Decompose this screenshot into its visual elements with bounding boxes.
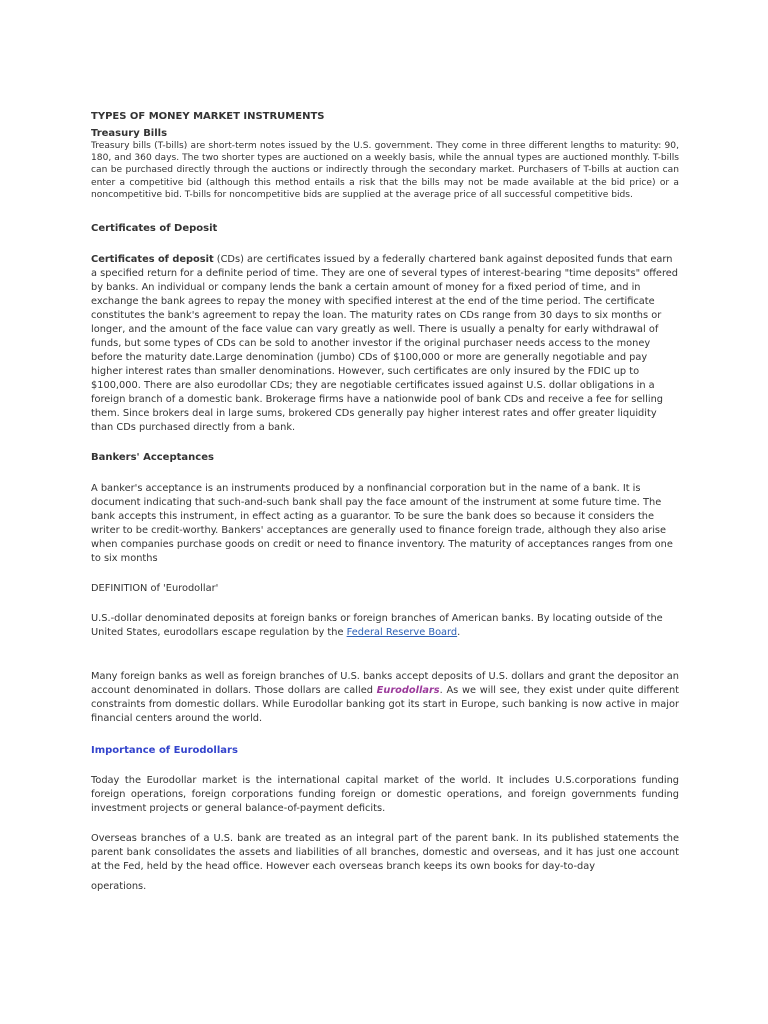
certificates-lead: Certificates of deposit xyxy=(91,254,214,266)
importance-paragraph: Today the Eurodollar market is the international capital market of the world. It includes U.S.corporations funding foreign operations, foreign corporations funding foreign or domestic operations, and foreign governments funding investment projects or general balance-of-payment deficits. xyxy=(91,775,679,815)
overseas-paragraph: Overseas branches of a U.S. bank are treated as an integral part of the parent bank. In its published statements the parent bank consolidates the assets and liabilities of all branches, domestic and overseas, and it has just one account at the Fed, held by the head office. However each overseas branch keeps its own books for day-to-day xyxy=(91,833,679,873)
federal-reserve-board-link[interactable]: Federal Reserve Board xyxy=(346,627,458,639)
certificates-paragraph xyxy=(91,253,679,435)
eurodollars-term: Eurodollars xyxy=(376,685,440,697)
document-page xyxy=(91,110,679,894)
treasury-bills-heading: Treasury Bills xyxy=(91,128,168,139)
foreign-banks-text-after: . As we will see, they exist under quite different constraints from domestic dollars. While Eurodollar banking got its start in Europe, such banking is now active in major financial centers around the world. xyxy=(91,685,680,725)
eurodollar-definition-paragraph xyxy=(91,612,679,640)
importance-heading: Importance of Eurodollars xyxy=(91,745,238,757)
treasury-bills-paragraph: Treasury bills (T-bills) are short-term notes issued by the U.S. government. They come in three different lengths to maturity: 90, 180, and 360 days. The two shorter types are auctioned on a weekly basis, while the annual types are auctioned monthly. T-bills can be purchased directly through the auctions or indirectly through the secondary market. Purchasers of T-bills at auction can enter a competitive bid (although this method entails a risk that the bills may not be made available at the bid price) or a noncompetitive bid. T-bills for noncompetitive bids are supplied at the average price of all successful competitive bids. xyxy=(91,141,679,200)
foreign-banks-paragraph xyxy=(91,670,679,726)
bankers-acceptances-paragraph: A banker's acceptance is an instruments produced by a nonfinancial corporation but in the name of a bank. It is document indicating that such-and-such bank shall pay the face amount of the instrument at some future time. The bank accepts this instrument, in effect acting as a guarantor. To be sure the bank does so because it considers the writer to be credit-worthy. Bankers' acceptances are generally used to finance foreign trade, although they also arise when companies purchase goods on credit or need to finance inventory. The maturity of acceptances ranges from one to six months xyxy=(91,483,673,565)
certificates-text: (CDs) are certificates issued by a federally chartered bank against deposited funds that earn a specified return for a definite period of time. They are one of several types of interest-bearing "time deposits" offered by banks. An individual or company lends the bank a certain amount of money for a fixed period of time, and in exchange the bank agrees to repay the money with specified interest at the end of the time period. The certificate constitutes the bank's agreement to repay the loan. The maturity rates on CDs range from 30 days to six months or longer, and the amount of the face value can vary greatly as well. There is usually a penalty for early withdrawal of funds, but some types of CDs can be sold to another investor if the original purchaser needs access to the money before the maturity date.Large denomination (jumbo) CDs of $100,000 or more are generally negotiable and pay higher interest rates than smaller denominations. However, such certificates are only insured by the FDIC up to $100,000. There are also eurodollar CDs; they are negotiable certificates issued against U.S. dollar obligations in a foreign branch of a domestic bank. Brokerage firms have a nationwide pool of bank CDs and receive a fee for selling them. Since brokers deal in large sums, brokered CDs generally pay higher interest rates and offer greater liquidity than CDs purchased directly from a bank. xyxy=(91,254,679,434)
eurodollar-definition-heading: DEFINITION of 'Eurodollar' xyxy=(91,583,219,595)
certificates-heading: Certificates of Deposit xyxy=(91,223,218,235)
definition-text-before: U.S.-dollar denominated deposits at foreign banks or foreign branches of American banks. By locating outside of the United States, eurodollars escape regulation by the xyxy=(91,613,663,639)
definition-text-after: . xyxy=(457,627,461,639)
foreign-banks-text-before: Many foreign banks as well as foreign branches of U.S. banks accept deposits of U.S. dollars and grant the depositor an account denominated in dollars. Those dollars are called xyxy=(91,671,679,697)
overseas-tail: operations. xyxy=(91,881,147,893)
bankers-acceptances-heading: Bankers' Acceptances xyxy=(91,452,214,464)
main-title: TYPES OF MONEY MARKET INSTRUMENTS xyxy=(91,111,325,122)
